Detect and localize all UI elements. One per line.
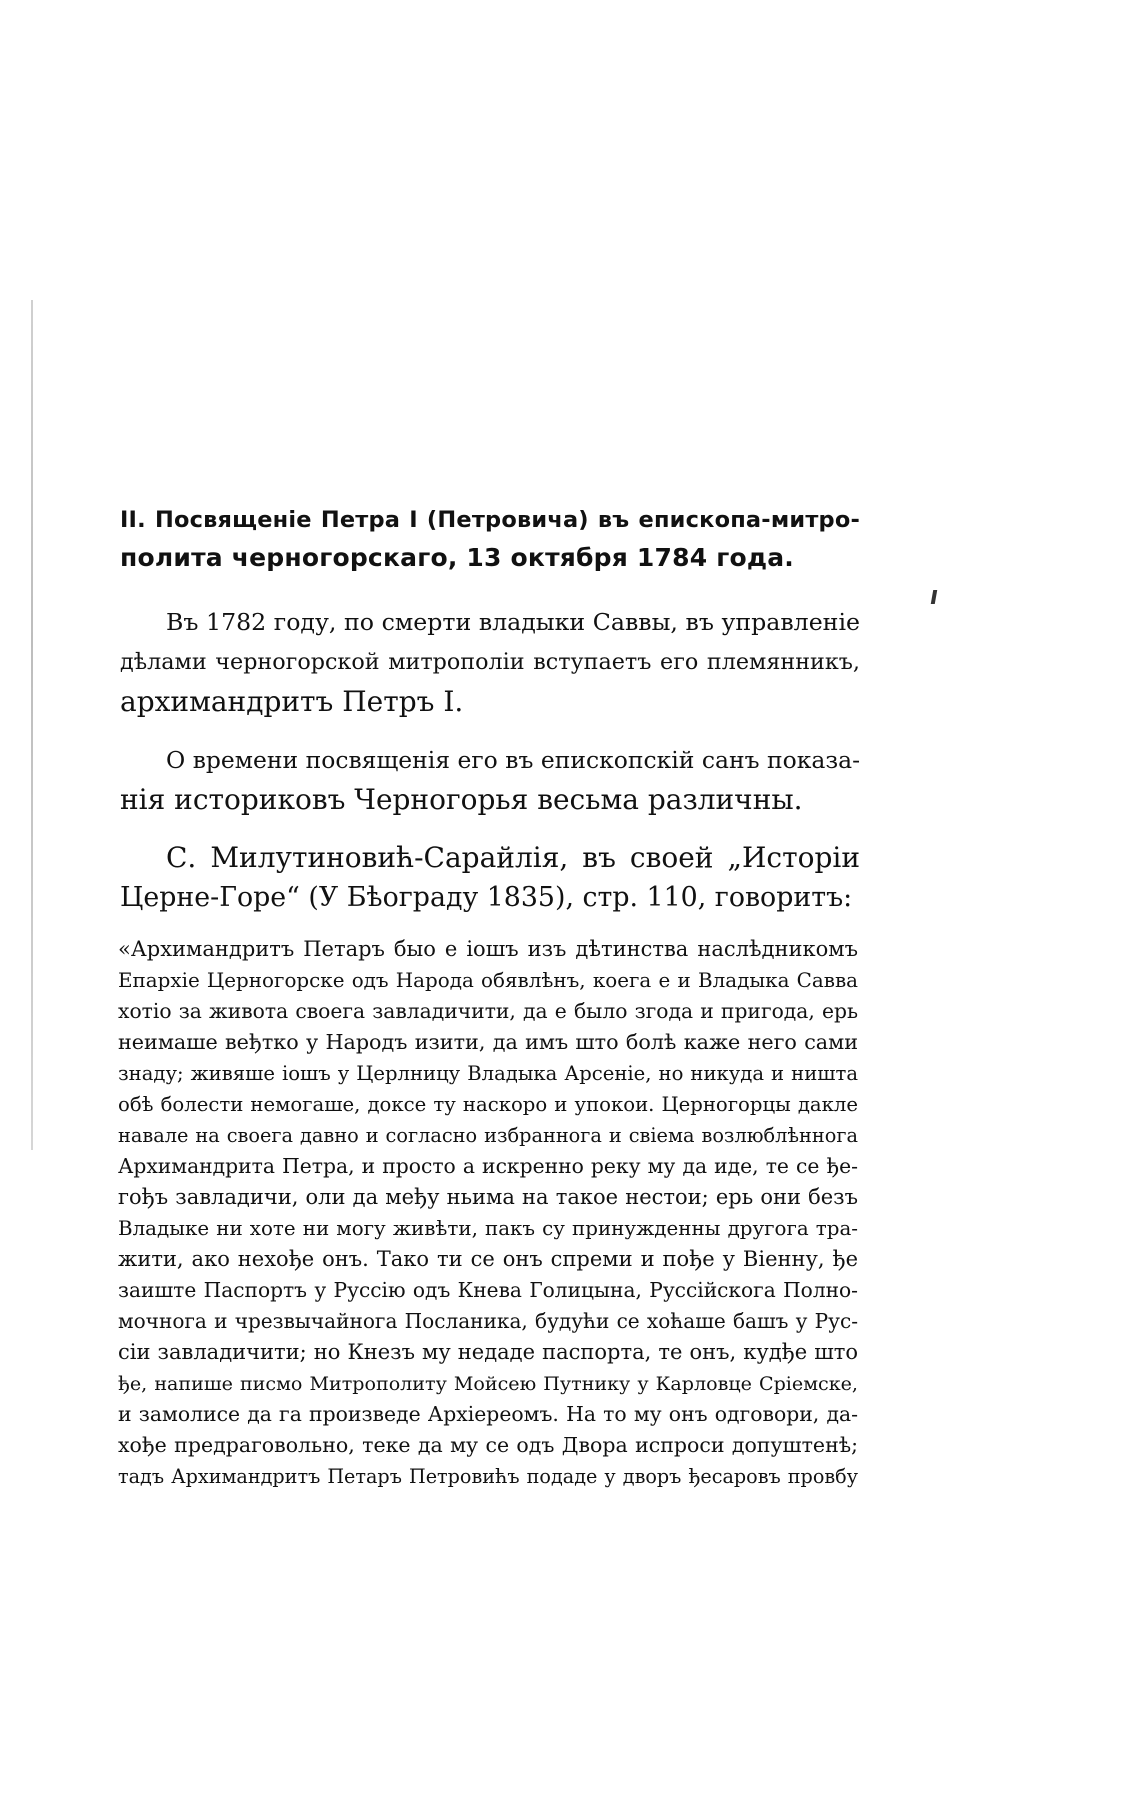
paragraph-line: архимандритъ Петръ I.: [120, 685, 464, 718]
paragraph: [120, 838, 860, 918]
quotation-line: ђе, напише писмо Митрополиту Мойсею Путнику у Карловце Сріемске,: [118, 1372, 858, 1395]
paragraph: [120, 602, 860, 722]
quotation-line: заиште Паспортъ у Руссію одъ Кнева Голицына, Руссійскога Полно-: [118, 1278, 858, 1302]
quotation-line: Архимандрита Петра, и просто а искренно реку му да иде, те се ђе-: [118, 1154, 858, 1178]
quotation-line: Владыке ни хоте ни могу живѣти, пакъ су принужденны другога тра-: [118, 1217, 858, 1240]
quotation-line: знаду; живяше іошъ у Церлницу Владыка Арсеніе, но никуда и ништа: [118, 1062, 858, 1085]
quotation-line: навале на своега давно и согласно избраннога и свіема возлюблѣннога: [118, 1124, 858, 1147]
quotation-line: и замолисе да га произведе Архіереомъ. На то му онъ одговори, да-: [118, 1402, 858, 1426]
paragraph-line: нія историковъ Черногорья весьма различны.: [120, 783, 803, 816]
quotation-text: [118, 934, 858, 1492]
stray-ink-mark: [931, 590, 937, 604]
paragraph-line: Церне-Горе“ (У Бѣограду 1835), стр. 110, говоритъ:: [120, 882, 853, 913]
paragraph-line: Въ 1782 году, по смерти владыки Саввы, въ управленіе: [166, 608, 860, 636]
paragraph: [120, 740, 860, 820]
heading-line: полита черногорскаго, 13 октября 1784 года.: [120, 543, 794, 572]
quotation-line: сіи завладичити; но Кнезъ му недаде паспорта, те онъ, кудђе што: [118, 1340, 858, 1364]
quotation-line: мочнога и чрезвычайнога Посланика, будући се хоћаше башъ у Рус-: [118, 1309, 858, 1333]
page-content: [120, 502, 860, 918]
heading-line: II. Посвященіе Петра I (Петровича) въ епископа-митро-: [120, 507, 860, 533]
quotation-line: «Архимандритъ Петаръ быо е іошъ изъ дѣтинства наслѣдникомъ: [118, 937, 858, 961]
paragraph-line: дѣлами черногорской митрополіи вступаетъ его племянникъ,: [120, 649, 860, 675]
quotation-line: Епархіе Церногорске одъ Народа обявлѣнъ, коега е и Владыка Савва: [118, 969, 858, 992]
quotation-line: гођъ завладичи, оли да међу ньима на такое нестои; ерь они безъ: [118, 1185, 858, 1209]
quotation-line: хође предраговольно, теке да му се одъ Двора испроси допуштенѣ;: [118, 1433, 858, 1457]
section-heading: [120, 502, 860, 576]
paragraph-line: О времени посвященія его въ епископскій санъ показа-: [166, 746, 860, 774]
quotation-line: тадъ Архимандритъ Петаръ Петровићъ подаде у дворъ ђесаровъ провбу: [118, 1465, 858, 1488]
quotation-line: жити, ако нехође онъ. Тако ти се онъ спреми и пође у Віенну, ђе: [118, 1247, 858, 1271]
paragraph-line: С. Милутиновић-Сарайлія, въ своей „Исторіи: [166, 841, 860, 874]
quotation-line: обѣ болести немогаше, доксе ту наскоро и упокои. Церногорцы дакле: [118, 1093, 858, 1116]
quotation-line: неимаше веђтко у Народъ изити, да имъ што болѣ каже него сами: [118, 1030, 858, 1054]
quotation-block: [118, 922, 858, 1492]
quotation-line: хотіо за живота своега завладичити, да е было згода и пригода, ерь: [118, 999, 858, 1023]
scan-margin-line: [31, 300, 33, 1150]
